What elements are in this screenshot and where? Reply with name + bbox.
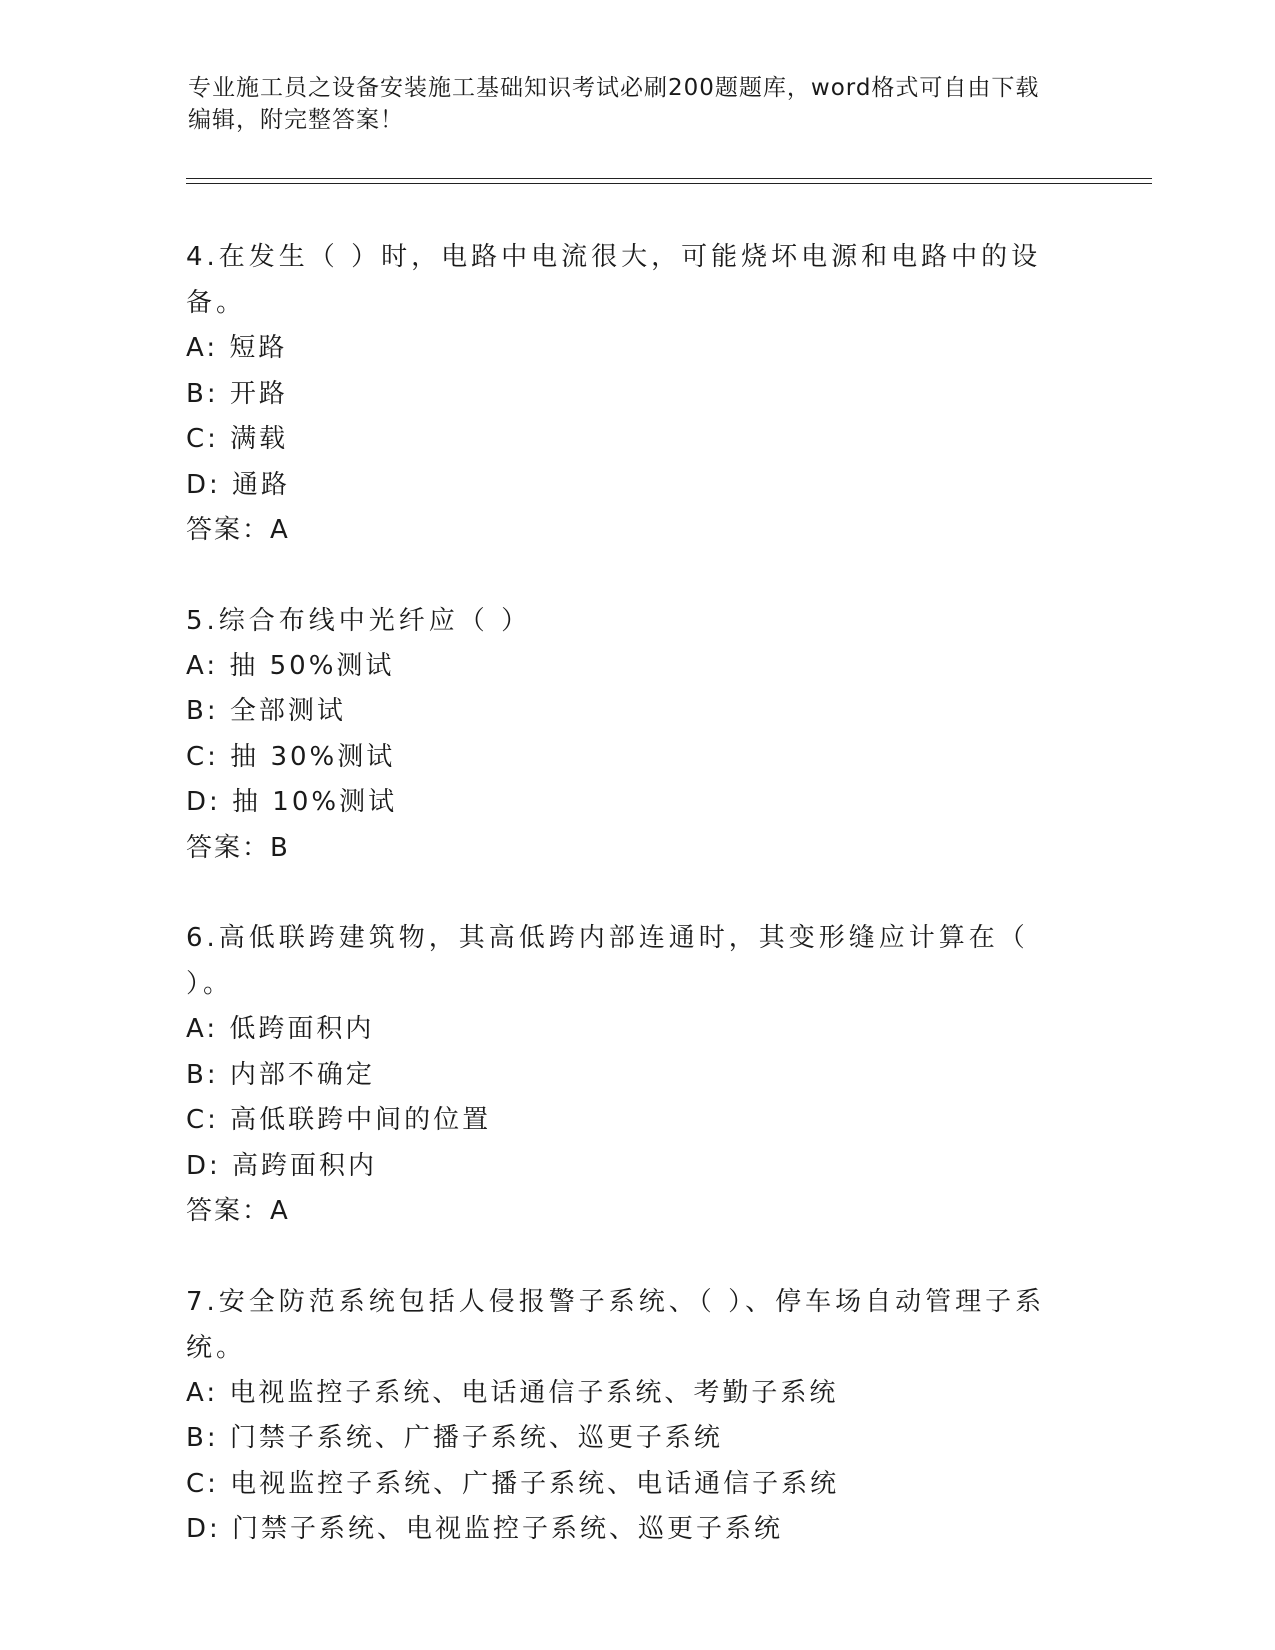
option-d: D: 抽 10%测试 [186, 787, 398, 817]
answer-label: 答案：B [186, 832, 290, 863]
option-d: D: 门禁子系统、电视监控子系统、巡更子系统 [186, 1514, 784, 1544]
option-b: B: 开路 [186, 378, 288, 409]
answer-label: 答案：A [186, 1196, 290, 1226]
question-5 [186, 598, 1086, 872]
document-header [188, 72, 1088, 136]
header-line-2: 编辑，附完整答案！ [188, 107, 404, 133]
option-c: C: 高低联跨中间的位置 [186, 1105, 492, 1135]
question-stem: 5.综合布线中光纤应（ ） [186, 605, 532, 636]
option-a: A: 电视监控子系统、电话通信子系统、考勤子系统 [186, 1377, 839, 1408]
option-a: A: 低跨面积内 [186, 1014, 375, 1044]
question-spacer [186, 871, 1086, 915]
question-7 [186, 1279, 1086, 1553]
question-list [186, 234, 1086, 1553]
header-divider-bottom [186, 183, 1152, 184]
header-divider-top [186, 178, 1152, 179]
option-b: B: 全部测试 [186, 696, 346, 726]
question-stem: 7.安全防范系统包括人侵报警子系统、（ ）、停车场自动管理子系统。 [186, 1286, 1046, 1363]
question-stem: 6.高低联跨建筑物，其高低跨内部连通时，其变形缝应计算在（ ）。 [186, 923, 1029, 999]
option-b: B: 内部不确定 [186, 1059, 375, 1090]
answer-label: 答案：A [186, 515, 290, 545]
question-spacer [186, 554, 1086, 598]
option-a: A: 短路 [186, 333, 288, 363]
option-c: C: 满载 [186, 424, 289, 454]
question-6 [186, 915, 1086, 1235]
option-a: A: 抽 50%测试 [186, 650, 395, 681]
question-stem: 4.在发生（ ）时，电路中电流很大，可能烧坏电源和电路中的设备。 [186, 242, 1042, 318]
option-c: C: 抽 30%测试 [186, 741, 396, 772]
option-d: D: 通路 [186, 469, 291, 500]
question-spacer [186, 1235, 1086, 1279]
question-4 [186, 234, 1086, 554]
option-b: B: 门禁子系统、广播子系统、巡更子系统 [186, 1423, 723, 1453]
header-line-1: 专业施工员之设备安装施工基础知识考试必刷200题题库，word格式可自由下载 [188, 75, 1040, 101]
option-c: C: 电视监控子系统、广播子系统、电话通信子系统 [186, 1468, 840, 1499]
option-d: D: 高跨面积内 [186, 1150, 378, 1181]
